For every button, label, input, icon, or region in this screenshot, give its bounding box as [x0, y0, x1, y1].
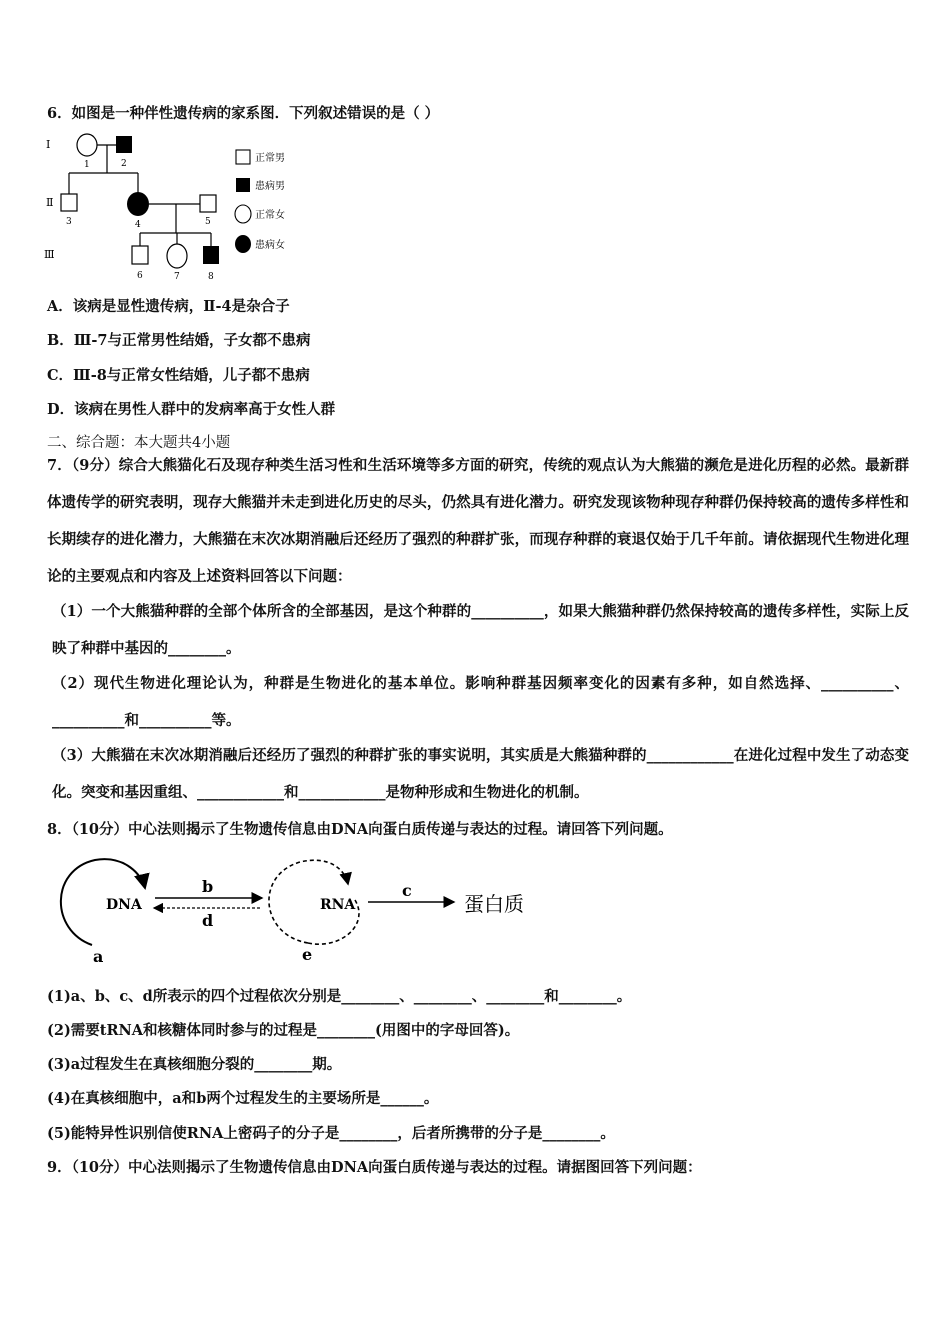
- legend-affected-male: 患病男: [255, 181, 285, 192]
- gen-label-3: Ⅲ: [44, 248, 55, 261]
- pedigree-diagram: [40, 128, 310, 288]
- q6-stem: 6．如图是一种伴性遗传病的家系图．下列叙述错误的是（ ）: [47, 105, 440, 122]
- individual-number-2: 2: [121, 159, 127, 169]
- gen-label-1: Ⅰ: [46, 138, 51, 151]
- individual-number-7: 7: [174, 272, 180, 282]
- q6-option-a: A．该病是显性遗传病，Ⅱ-4是杂合子: [47, 298, 290, 315]
- q6-option-c: C．Ⅲ-8与正常女性结婚，儿子都不患病: [47, 367, 310, 384]
- legend-affected-female: 患病女: [255, 240, 285, 251]
- q8-question-3: (3)a过程发生在真核细胞分裂的________期。: [47, 1056, 342, 1073]
- individual-number-3: 3: [66, 217, 72, 227]
- section-heading: 二、综合题：本大题共4小题: [47, 435, 231, 451]
- q6-option-b: B．Ⅲ-7与正常男性结婚，子女都不患病: [47, 332, 311, 349]
- q7-part-3: （3）大熊猫在末次冰期消融后还经历了强烈的种群扩张的事实说明，其实质是大熊猫种群的____________在进化过程中发生了动态变化。突变和基因重组、____________和____________是物种形成和生物进化的机制。: [52, 747, 909, 801]
- q8-question-1: (1)a、b、c、d所表示的四个过程依次分别是________、________、________和________。: [47, 988, 632, 1005]
- legend-affected-female-symbol: [235, 235, 251, 253]
- individual-number-1: 1: [84, 160, 90, 170]
- legend-normal-male: 正常男: [255, 153, 285, 164]
- legend-affected-male-symbol: [236, 178, 250, 192]
- individual-6: [132, 246, 148, 264]
- label-d: d: [202, 911, 214, 930]
- gen-label-2: Ⅱ: [46, 196, 54, 209]
- legend-normal-female-symbol: [235, 205, 251, 223]
- label-a: a: [93, 947, 104, 966]
- individual-2: [116, 136, 132, 153]
- individual-number-6: 6: [137, 271, 143, 281]
- q8-stem: 8．（10分）中心法则揭示了生物遗传信息由DNA向蛋白质传递与表达的过程。请回答下列问题。: [47, 821, 673, 838]
- q6-option-d: D．该病在男性人群中的发病率高于女性人群: [47, 401, 336, 418]
- individual-1: [77, 134, 97, 156]
- q7-stem: 7．（9分）综合大熊猫化石及现存种类生活习性和生活环境等多方面的研究，传统的观点认为大熊猫的濒危是进化历程的必然。最新群体遗传学的研究表明，现存大熊猫并未走到进化历史的尽头，仍然具有进化潜力。研究发现该物种现存种群仍保持较高的遗传多样性和长期续存的进化潜力，大熊猫在末次冰期消融后还经历了强烈的种群扩张，而现存种群的衰退仅始于几千年前。请依据现代生物进化理论的主要观点和内容及上述资料回答以下问题：: [47, 457, 909, 585]
- individual-3: [61, 194, 77, 211]
- rna-label: RNA: [320, 897, 356, 913]
- dna-label: DNA: [106, 897, 142, 913]
- q8-question-2: (2)需要tRNA和核糖体同时参与的过程是________(用图中的字母回答)。: [47, 1022, 520, 1039]
- individual-number-8: 8: [208, 272, 214, 282]
- individual-5: [200, 195, 216, 212]
- individual-4: [127, 192, 149, 216]
- label-e: e: [302, 945, 313, 964]
- individual-7: [167, 244, 187, 268]
- legend-normal-female: 正常女: [255, 210, 285, 221]
- label-c: c: [402, 881, 412, 900]
- individual-number-4: 4: [135, 220, 141, 230]
- q9-stem: 9．（10分）中心法则揭示了生物遗传信息由DNA向蛋白质传递与表达的过程。请据图回答下列问题：: [47, 1159, 702, 1176]
- individual-8: [203, 246, 219, 264]
- q7-part-1: （1）一个大熊猫种群的全部个体所含的全部基因，是这个种群的__________，如果大熊猫种群仍然保持较高的遗传多样性，实际上反映了种群中基因的________。: [52, 603, 909, 657]
- protein-label: 蛋白质: [464, 892, 524, 916]
- q8-question-4: (4)在真核细胞中，a和b两个过程发生的主要场所是______。: [47, 1090, 439, 1107]
- q8-question-5: (5)能特异性识别信使RNA上密码子的分子是________，后者所携带的分子是________。: [47, 1125, 615, 1142]
- q7-part-2: （2）现代生物进化理论认为，种群是生物进化的基本单位。影响种群基因频率变化的因素有多种，如自然选择、__________、__________和__________等。: [52, 675, 909, 729]
- central-dogma-diagram: [50, 850, 560, 968]
- individual-number-5: 5: [205, 217, 211, 227]
- label-b: b: [202, 877, 214, 896]
- legend-normal-male-symbol: [236, 150, 250, 164]
